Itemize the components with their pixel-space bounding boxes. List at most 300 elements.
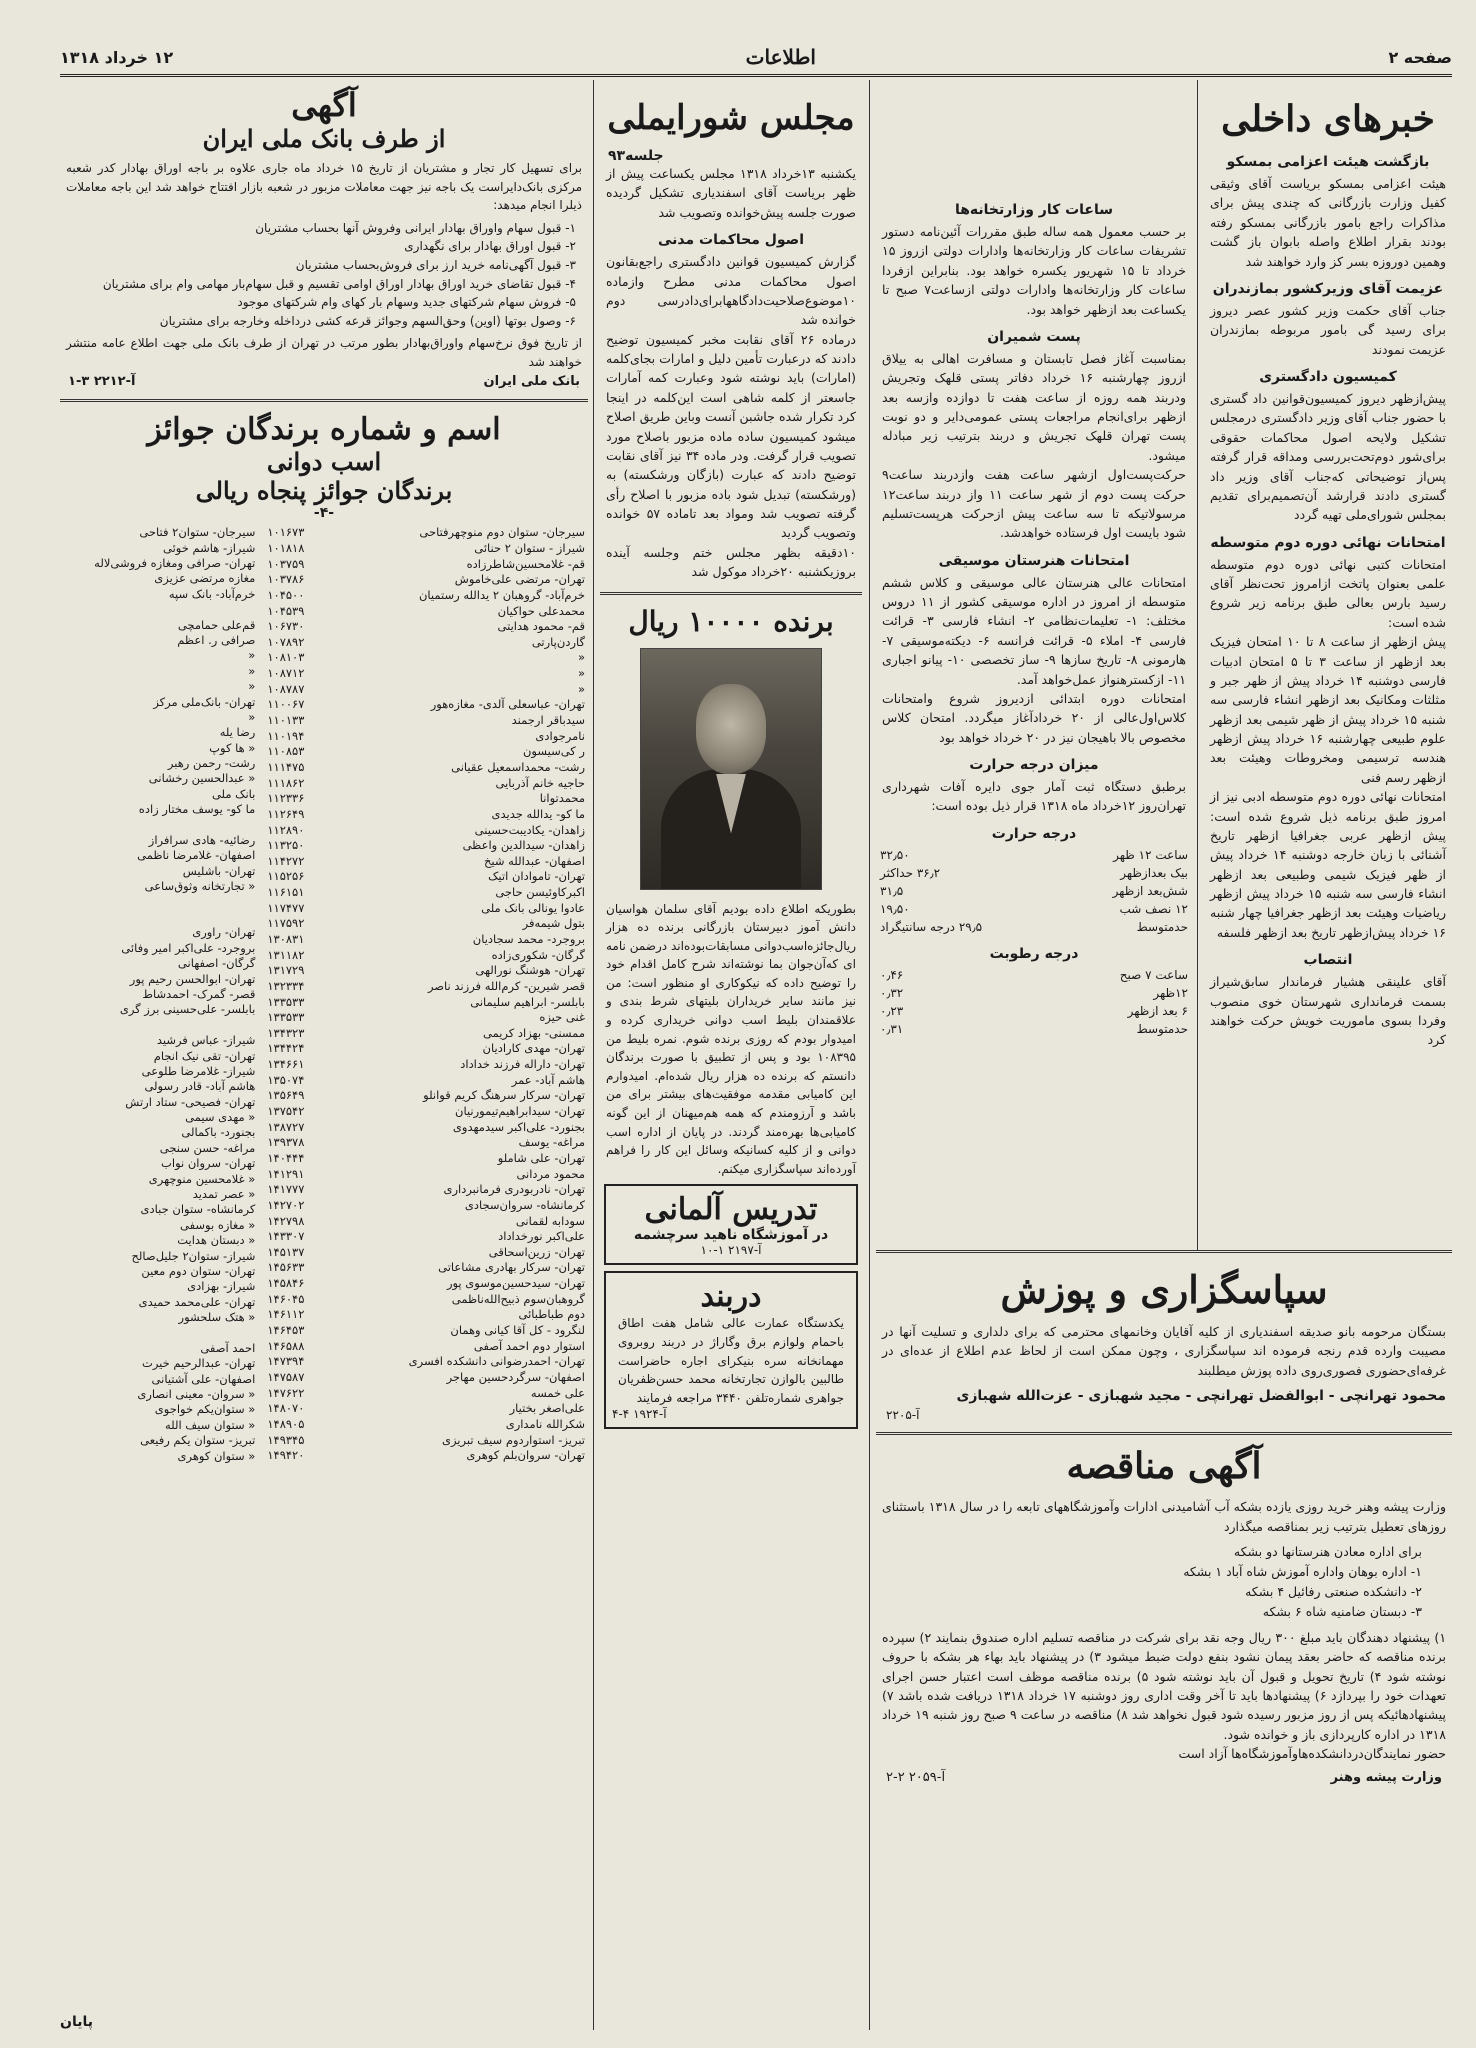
- table-row: [264, 916, 588, 932]
- winner-name: سودابه لقمانی: [515, 1213, 585, 1228]
- ticket-number: ۱۰۴۵۰۰: [267, 587, 305, 602]
- news-body: امتحانات کتبی نهائی دوره دوم متوسطه علمی بعنوان پاتخت ازامروز تحت‌نظر آقای‌ رسید بارس‌ بعالی طبق برنامه زیر شروع شده است:: [1210, 556, 1446, 630]
- tender-row: ۳- دبستان ضامنیه شاه ۶ بشکه: [1262, 1603, 1422, 1619]
- winner-name: زاهدان- یکادیبت‌حسینی: [474, 822, 585, 837]
- seller-name: هاشم آباد- قادر رسولی: [144, 1079, 256, 1094]
- ticket-number: ۱۳۴۶۶۱: [267, 1057, 305, 1072]
- table-row: [60, 1294, 258, 1309]
- winner-name: تهران- سروان‌بلم کوهری: [466, 1448, 585, 1463]
- winner-name: «: [577, 666, 585, 681]
- winner-name: «: [577, 681, 585, 696]
- seller-name: قصر- گمرک- احمدشاط: [142, 986, 256, 1001]
- table-row: [60, 617, 258, 632]
- winner-name: سیدباقر ارجمند: [511, 713, 585, 728]
- seller-name: ما کو- یوسف مختار زاده: [138, 802, 256, 817]
- row-value: ۳۶٫۲ حداکثر: [880, 865, 941, 880]
- news-headline: بازگشت هیئت اعزامی بمسکو: [1226, 154, 1430, 170]
- table-row: [264, 884, 588, 900]
- table-row: [60, 1340, 258, 1355]
- table-row: [60, 986, 258, 1001]
- seller-name: مراغه- حسن سنجی: [159, 1140, 256, 1155]
- news-body: هیئت اعزامی بمسکو بریاست آقای وثیقی کفیل وزارت بازرگانی که چندی پیش برای مذاکرات راجع بامور بازرگانی بمسکو رفته بودند بقرار اطلاع واصله بابوان باز گشت وهمین دوروزه بسر کز وارد خواهند شد: [1210, 176, 1446, 269]
- row-value: ۲۹٫۵ درجه سانتیگراد: [880, 919, 983, 934]
- ticket-number: ۱۳۴۳۲۳: [267, 1025, 305, 1040]
- row-label: ۱۲ نصف شب: [1119, 901, 1188, 916]
- ticket-number: ۱۱۲۸۹۰: [267, 822, 305, 837]
- darband-code: آ-۱۹۲۴ ۴-۴: [612, 1407, 667, 1422]
- winner-name: گروهبان‌سوم ذبیح‌الله‌ناظمی: [451, 1291, 585, 1306]
- table-row: [264, 1416, 588, 1432]
- table-row: [60, 1032, 258, 1047]
- seller-name: «: [248, 648, 256, 663]
- ticket-number: ۱۳۵۶۴۹: [267, 1088, 305, 1103]
- seller-name: تبریز- ستوان یکم رفیعی: [140, 1433, 256, 1448]
- table-row: [60, 863, 258, 878]
- news-body: برطبق دستگاه ثبت آمار جوی دایره آفات شهرداری تهران‌روز ۱۲خرداد ماه ۱۳۱۸ قرار ذیل بوده است:: [882, 779, 1186, 814]
- table-row: [264, 1275, 588, 1291]
- seller-name: «: [248, 709, 256, 724]
- seller-name: تهران- تقی نیک انجام: [153, 1048, 256, 1063]
- table-row: [876, 984, 1192, 1002]
- table-row: [264, 790, 588, 806]
- table-row: [264, 1056, 588, 1072]
- ticket-number: ۱۱۴۲۷۲: [267, 853, 305, 868]
- seller-name: اصفهان- غلامرضا ناظمی: [137, 848, 256, 863]
- table-row: [60, 1279, 258, 1294]
- winner-name: تهران- علی شاملو: [497, 1150, 585, 1165]
- table-row: [264, 869, 588, 885]
- seller-name: رضا یله: [219, 725, 256, 740]
- winner-name: تهران- زرین‌اسحاقی: [488, 1244, 585, 1259]
- winner-name: محمود مردانی: [516, 1166, 585, 1181]
- table-row: [264, 1088, 588, 1104]
- table-row: [264, 1072, 588, 1088]
- table-row: [264, 1213, 588, 1229]
- table-row: [60, 1356, 258, 1371]
- table-row: [876, 900, 1192, 918]
- winner-name: اصفهان- سرگردحسین مهاجر: [446, 1369, 585, 1384]
- row-label: ساعت ۷ صبح: [1119, 967, 1188, 982]
- masthead: [60, 40, 1452, 77]
- ticket-number: ۱۴۶۱۱۲: [267, 1307, 305, 1322]
- table-row: [876, 966, 1192, 984]
- table-row: [60, 879, 258, 894]
- table-row: [60, 1186, 258, 1201]
- german-sub: در آموزشگاه ناهید سرچشمه: [633, 1227, 829, 1244]
- table-row: [264, 1166, 588, 1182]
- table-row: [264, 556, 588, 572]
- german-title: تدریس آلمانی: [644, 1192, 818, 1228]
- table-row: [264, 697, 588, 713]
- table-row: [264, 1369, 588, 1385]
- seller-name: « مغازه بوسفی: [180, 1217, 256, 1232]
- seller-name: « عصر تمدید: [192, 1187, 256, 1202]
- bank-ad-code: آ-۲۲۱۲ ۳-۱: [68, 373, 136, 389]
- bank-ad-item: ۳- قبول آگهی‌نامه خرید ارز برای فروش‌بحساب مشتریان: [295, 257, 576, 272]
- seller-name: « سروان- معینی انصاری: [137, 1387, 256, 1402]
- winner-name: هاشم آباد- عمر: [511, 1072, 585, 1087]
- table-row: [264, 1385, 588, 1401]
- seller-name: شیراز- ستوان۲ جلیل‌صالح: [131, 1248, 256, 1263]
- winner-name: ر کی‌سیسون: [522, 744, 585, 759]
- table-row: [60, 571, 258, 586]
- seller-name: [60, 1325, 258, 1340]
- winner-name: قم- غلامحسین‌شاطرزاده: [466, 556, 585, 571]
- winner-name: لنگرود - کل آقا کیانی وهمان: [450, 1323, 585, 1338]
- row-label: ساعت ۱۲ ظهر: [1113, 847, 1188, 862]
- winner-name: تهران- مهدی کارادیان: [482, 1041, 585, 1056]
- winner-name: اکبرکاوئیسن حاجی: [495, 885, 585, 900]
- table-row: [876, 918, 1192, 936]
- winner-name: ما کو- یدالله جدیدی: [491, 806, 585, 821]
- table-row: [60, 848, 258, 863]
- seller-name: « ستوان سیف الله: [164, 1417, 256, 1432]
- news-body: امتحانات دوره ابتدائی ازدیروز شروع وامتحانات کلاس‌اول‌عالی از ۲۰ خرداد‌آغاز میگردد. امتحان کلاس مخصوص بالا باهیجان نیز در ۲۰ خرداد خواهد بود: [882, 690, 1186, 745]
- table-row: [60, 1125, 258, 1140]
- table-row: [60, 925, 258, 940]
- table-row: [60, 1002, 258, 1017]
- table-row: [264, 1181, 588, 1197]
- table-row: [60, 648, 258, 663]
- page-end: پایان: [60, 2014, 93, 2030]
- table-row: [264, 1119, 588, 1135]
- parliament-body-1: گزارش کمیسیون قوانین دادگستری راجع‌بقانون اصول محاکمات مدنی مطرح وازماده ۱۰موضوع‌صلاحیت‌دادگاهها‌برای‌دادرسی‌ دوم‌ خوانده‌ شد: [606, 254, 856, 328]
- ticket-number: ۱۱۷۵۹۲: [267, 916, 305, 931]
- bank-ad-item: ۴- قبول تقاضای خرید اوراق بهادار اوراق اوامی تقسیم و قبل سهام‌بار مهامی وام برای مشتریان: [102, 276, 576, 291]
- ticket-number: ۱۳۳۵۳۳: [267, 1010, 305, 1025]
- table-row: [60, 525, 258, 540]
- row-value: ۱۹٫۵۰: [880, 901, 910, 916]
- winner-name: تهران- داراله فرزند خداداد: [460, 1057, 585, 1072]
- seller-name: شیراز- غلامرضا طلوعی: [141, 1063, 256, 1078]
- table-row: [60, 802, 258, 817]
- ticket-number: ۱۴۷۵۸۷: [267, 1369, 305, 1384]
- table-row: [60, 555, 258, 570]
- ticket-number: ۱۳۱۷۲۹: [267, 963, 305, 978]
- seller-name: « عبدالحسین رخشانی: [148, 771, 256, 786]
- table-row: [60, 755, 258, 770]
- table-row: [60, 940, 258, 955]
- seller-name: تهران- راوری: [192, 925, 256, 940]
- winner-name: عادوا یونالی بانک ملی: [481, 900, 585, 915]
- tender-row: برای اداره معادن هنرستانها دو بشکه: [1233, 1543, 1422, 1559]
- table-row: [60, 1325, 258, 1340]
- seller-name: تهران- فصیحی- ستاد ارتش: [125, 1094, 256, 1109]
- winner-name: محمدتوانا: [539, 791, 585, 806]
- parliament-title: مجلس شورایملی: [607, 98, 855, 138]
- table-row: [60, 663, 258, 678]
- winner-name: مراغه- یوسف: [518, 1135, 585, 1150]
- row-label: ۱۲ظهر: [1153, 985, 1188, 1000]
- ticket-number: ۱۳۹۳۷۸: [267, 1135, 305, 1150]
- table-row: [264, 947, 588, 963]
- ticket-number: ۱۰۶۷۳۰: [267, 619, 305, 634]
- humidity-title: درجه رطوبت: [989, 945, 1079, 962]
- ticket-number: ۱۴۵۶۳۳: [267, 1260, 305, 1275]
- winner-name: علی‌اصغر بختیار: [509, 1401, 585, 1416]
- german-code: آ-۲۱۹۷ ۱-۱۰: [700, 1243, 762, 1258]
- table-row: [264, 1103, 588, 1119]
- seller-name: کرمانشاه- ستوان جبادی: [140, 1202, 256, 1217]
- winner-name: ممسنی- بهزاد کریمی: [482, 1025, 585, 1040]
- table-row: [264, 1197, 588, 1213]
- seller-name: « هتک سلحشور: [178, 1310, 256, 1325]
- table-row: [264, 1041, 588, 1057]
- seller-name: خرم‌آباد- بانک سپه: [168, 586, 256, 601]
- table-row: [264, 806, 588, 822]
- table-row: [60, 909, 258, 924]
- winner-name: تهران- سرکار بهادری مشاعاتی: [438, 1260, 585, 1275]
- row-label: ۶ بعد ازظهر: [1127, 1003, 1188, 1018]
- table-row: [60, 955, 258, 970]
- winner-name: تهران- سرکار سرهنگ کریم قوانلو: [423, 1088, 585, 1103]
- winner-name: تبریز- استواردوم سیف تبریزی: [441, 1432, 585, 1447]
- seller-name: « تجارتخانه وثوق‌ساعی: [144, 879, 256, 894]
- bank-ad-outro: از تاریخ فوق نرخ‌سهام واوراق‌بهادار بطور مرتب در تهران از طرف بانک ملی جهت اطلاع عامه منتشر خواهند شد: [66, 336, 582, 369]
- table-row: [264, 853, 588, 869]
- winner-name: تهران- احمدرضوانی دانشکده افسری: [408, 1354, 585, 1369]
- table-row: [60, 1309, 258, 1324]
- table-row: [876, 846, 1192, 864]
- news-body: جناب آقای حکمت وزیر کشور عصر دیروز برای رسید گی بامور مربوطه بمازندران عزیمت نمودند: [1210, 302, 1446, 357]
- parliament-session: جلسه۹۳: [608, 148, 664, 164]
- ticket-number: ۱۰۸۷۱۲: [267, 666, 305, 681]
- lottery-table-b: [60, 525, 258, 1464]
- table-row: [60, 1217, 258, 1232]
- table-row: [60, 632, 258, 647]
- news-body: پیش‌ازظهر دیروز کمیسیون‌قوانین داد گستری با حضور جناب آقای وزیر دادگستری درمجلس تشکیل ولایحه اصول محاکمات حقوقی برای‌شور دوم‌تحت‌بررسی ومداقه قرار گرفته پس‌از توضیحاتی که‌جناب آقای وزیر داد گستری دادند قرارشد آن‌تصمیم‌برای تقدیم بمجلس شورای‌ملی تهیه گردد: [1210, 391, 1446, 523]
- table-row: [264, 962, 588, 978]
- table-row: [264, 775, 588, 791]
- seller-name: [60, 894, 258, 909]
- table-row: [264, 1307, 588, 1323]
- news-headline: امتحانات هنرستان موسیقی: [938, 552, 1130, 569]
- winner-name: خرم‌آباد- گروهبان ۲ یدالله رستمیان: [418, 587, 585, 602]
- table-row: [60, 601, 258, 616]
- thanks-code: آ-۲۲۰۵: [886, 1408, 920, 1423]
- tender-sign: وزارت پیشه وهنر: [1330, 1769, 1442, 1785]
- table-row: [60, 1233, 258, 1248]
- bank-ad-item: ۱- قبول سهام واوراق بهادار ایرانی وفروش آنها بحساب مشتریان: [255, 220, 576, 235]
- temperature-title: درجه حرارت: [991, 825, 1077, 842]
- thanks-and-tender: [876, 1250, 1452, 2030]
- table-row: [60, 1079, 258, 1094]
- winner-name: گرگان- شکوری‌زاده: [491, 947, 585, 962]
- ticket-number: ۱۴۵۱۳۷: [267, 1244, 305, 1259]
- seller-name: « غلامحسین منوچهری: [148, 1171, 256, 1186]
- tender-closing: حضور نمایندگان‌دردانشکده‌ها‌و‌آموزشگاه‌ها آزاد است: [1178, 1746, 1446, 1762]
- table-row: [60, 971, 258, 986]
- winner-name: بابلسر- ابراهیم سلیمانی: [470, 994, 585, 1009]
- tender-code: آ-۲۰۵۹ ۲-۲: [886, 1769, 946, 1785]
- table-row: [264, 540, 588, 556]
- ticket-number: ۱۳۳۵۳۳: [267, 994, 305, 1009]
- ticket-number: ۱۴۹۴۲۰: [267, 1448, 305, 1463]
- seller-name: [60, 817, 258, 832]
- ticket-number: ۱۰۳۷۵۹: [267, 556, 305, 571]
- bank-ad-item: ۶- وصول بوتها (اوین) وحق‌السهم وجوائز قرعه کشی درداخله وخارجه برای مشتریان: [159, 313, 576, 328]
- ticket-number: ۱۴۱۲۹۱: [267, 1166, 305, 1181]
- winner-name: زاهدان- سیدالدین واعظی: [462, 838, 585, 853]
- table-row: [264, 1244, 588, 1260]
- row-label: حدمتوسط: [1136, 919, 1188, 934]
- ticket-number: ۱۳۲۳۳۴: [267, 978, 305, 993]
- table-row: [60, 832, 258, 847]
- news-body: امتحانات نهائی دوره دوم متوسطه ادبی نیز از امروز طبق برنامه ذیل شروع شده است: پیش ازظهر عربی جغرافیا ازظهر تاریخ آشنائی با زبان خارجه دوشنبه ۱۴ خرداد پیش از ظهر فیزیک شیمی وطبیعی بعد ازظهر انشاء فارسی سه شنبه ۱۵ خرداد پیش ازظهر ریاضیات وهیئت بعد ازظهر جغرافیا چهار شنبه ۱۶ خرداد پیش‌ازظهر تاریخ بعد ازظهر فلسفه: [1210, 789, 1446, 940]
- winner-name: محمدعلی حواکیان: [497, 603, 585, 618]
- table-row: [264, 1135, 588, 1151]
- table-row: [60, 1202, 258, 1217]
- newspaper-page: [60, 40, 1452, 2030]
- table-row: [60, 1048, 258, 1063]
- ticket-number: ۱۰۱۶۷۳: [267, 525, 305, 540]
- ticket-number: ۱۴۷۶۲۲: [267, 1385, 305, 1400]
- ticket-number: ۱۴۷۳۹۴: [267, 1354, 305, 1369]
- table-row: [264, 634, 588, 650]
- seller-name: تهران- ابوالحسن رحیم پور: [129, 971, 256, 986]
- table-row: [60, 709, 258, 724]
- row-label: حدمتوسط: [1136, 1021, 1188, 1036]
- tender-terms: ۱) پیشنهاد دهندگان باید مبلغ ۳۰۰ ریال وجه نقد برای شرکت در مناقصه تسلیم اداره صندوق بنمایند ۲) سپرده برنده مناقصه که حاضر بعقد پیمان نشود بنفع دولت ضبط میشود ۳) در پیشنهاد باید بهاء هر بشکه با حروف نوشته شود ۴) تاریخ تحویل و قبول آن باید نوشته شود ۵) برنده مناقصه موظف است اعتبار حسن اجرای تعهدات خود را بپردازد ۶) پیشنهادها باید تا آخر وقت اداری روز دوشنبه ۱۷ خرداد ۱۳۱۸ دریافت شده باشد ۷) پیشنهادهائیکه پس از روز مزبور رسیده شود قبول نخواهد شد ۸) مناقصه در ساعت ۹ صبح روز شنبه ۱۹ خرداد ۱۳۱۸ در اداره کارپردازی باز و خوانده شود.: [882, 1629, 1447, 1742]
- winner-name: تهران- سیدابراهیم‌تیمورنیان: [455, 1104, 585, 1119]
- news-headline: ساعات کار وزارتخانه‌ها: [954, 202, 1114, 218]
- lottery-subtitle-2: برندگان جوائز پنجاه ریالی: [195, 475, 453, 505]
- table-row: [264, 587, 588, 603]
- seller-name: بروجرد- علی‌اکبر امیر وفائی: [121, 940, 256, 955]
- ticket-number: ۱۱۳۲۵۰: [267, 838, 305, 853]
- table-row: [264, 712, 588, 728]
- seller-name: تهران- ستوان دوم معین: [141, 1263, 256, 1278]
- row-value: ۰٫۲۳: [880, 1003, 904, 1018]
- winner-name: علی خمسه: [530, 1385, 585, 1400]
- row-value: ۰٫۴۶: [880, 967, 904, 982]
- table-row: [60, 1371, 258, 1386]
- seller-name: بجنورد- باکمالی: [181, 1125, 256, 1140]
- table-row: [60, 1448, 258, 1463]
- row-value: ۰٫۳۲: [880, 985, 904, 1000]
- table-row: [60, 740, 258, 755]
- winner-photo: [640, 648, 822, 890]
- seller-name: تهران- صرافی ومغازه فروشی‌لاله: [94, 556, 256, 570]
- table-row: [264, 744, 588, 760]
- ticket-number: ۱۳۵۰۷۴: [267, 1072, 305, 1087]
- news-body: آقای علینقی هشیار فرماندار سابق‌شیراز بسمت فرمانداری شهرستان خوی منصوب وفردا بسوی ماموریت خویش حرکت خواهند کرد: [1210, 974, 1446, 1048]
- table-row: [264, 822, 588, 838]
- table-row: [60, 1248, 258, 1263]
- table-row: [60, 786, 258, 801]
- ticket-number: ۱۱۰۸۵۳: [267, 744, 305, 759]
- ticket-number: ۱۴۸۹۰۵: [267, 1416, 305, 1431]
- row-value: ۳۱٫۵: [880, 883, 904, 898]
- table-row: [60, 1094, 258, 1109]
- bank-ad-sign: بانک ملی ایران: [483, 373, 580, 389]
- news-headline: امتحانات نهائی دوره دوم متوسطه: [1210, 534, 1446, 551]
- ticket-number: ۱۰۸۱۰۳: [267, 650, 305, 665]
- table-row: [264, 1432, 588, 1448]
- german-ad: [604, 1184, 858, 1265]
- table-row: [264, 1009, 588, 1025]
- table-row: [264, 1260, 588, 1276]
- center-column: [600, 80, 862, 2030]
- row-value: ۳۲٫۵۰: [880, 847, 910, 862]
- seller-name: [60, 909, 258, 924]
- news-body: امتحانات عالی هنرستان عالی موسیقی و کلاس ششم متوسطه از امروز در اداره موسیقی کشور از ۱۱ دروس مختلف: ۱- تعلیمات‌نظامی ۲- انشاء فارسی ۳- قرائت فارسی ۴- املاء ۵- قرائت فرانسه ۶- دیکته‌موسیقی ۷- هارمونی ۸- تاریخ سازها ۹- ساز تخصصی ۱۰- پیانو اجباری ۱۱- ازکستر‌هنواز عمل‌خواهد آمد.: [882, 574, 1186, 687]
- table-row: [60, 1263, 258, 1278]
- winner-body: بطوریکه اطلاع داده بودیم آقای سلمان هواسیان دانش آموز دبیرستان بازرگانی برنده ده هزار ریال‌جائزه‌اسب‌دوانی مسابقات‌بوده‌اند درضمن نامه ای که‌آن‌جوان بما نوشته‌اند شرح کامل اقدام خود را توضیح داده که نیکوکاری او منظور است: من نیز مانند سایر خریداران بلیتهای‌ شرط بندی و علاقمندان بلیط اسب دوانی خریداری کرده و امیدوار بودم که روزی برنده شوم. نمره بلیط من ۱۰۸۳۹۵ بود و پس از تطبیق با صورت برندگان دانستم که برنده ده هزار ریال شده‌ام. امیدوارم این کامیابی مقدمه موفقیت‌های بیشتر برای من باشد و آرزومندم که همه هم‌میهنان از این گونه کامیابی‌ها بهره‌مند گردند. در پایان از اداره اسب دوانی و از کلیه کسانیکه وسائل این کار را فراهم آورده‌اند سپاسگزاری میکنم.: [606, 901, 856, 1176]
- bank-ad-item: ۵- فروش سهام شرکتهای جدید وسهام بار کهای وام شرکتهای موجود: [237, 295, 576, 310]
- winner-name: شیراز - ستوان‌ ۲ حنائی: [474, 540, 585, 555]
- table-row: [60, 1140, 258, 1155]
- table-row: [264, 571, 588, 587]
- table-row: [60, 1386, 258, 1401]
- table-row: [264, 1447, 588, 1463]
- ticket-number: ۱۰۳۷۸۶: [267, 572, 305, 587]
- table-row: [264, 1338, 588, 1354]
- thanks-names: محمود تهرانچی - ابوالفضل تهرانچی - مجید شهبازی - عزت‌الله شهبازی: [956, 1388, 1446, 1405]
- winner-name: حاجیه خانم آذربایی: [495, 775, 585, 790]
- winner-name: «: [577, 650, 585, 665]
- winner-name: بتول شیمه‌فر: [522, 916, 585, 931]
- table-row: [264, 994, 588, 1010]
- news-headline: پست شمیران: [987, 328, 1081, 345]
- winner-name: شکرالله نامداری: [505, 1416, 585, 1431]
- ticket-number: ۱۴۳۳۰۷: [267, 1229, 305, 1244]
- seller-name: بابلسر- علی‌حسینی برز گری: [119, 1002, 256, 1017]
- ticket-number: ۱۳۰۸۳۱: [267, 932, 305, 946]
- table-row: [60, 817, 258, 832]
- news-headline: میزان درجه حرارت: [969, 757, 1099, 773]
- news-body: بر حسب معمول همه ساله طبق مقررات آئین‌نامه دستور تشریفات ساعات کار وزارتخانه‌ها وادارات دولتی ازروز ۱۵ خرداد تا ۱۵ شهریور یکسره خواهد بود. بنابراین ازفردا ساعات کار وزارتخانه‌ها وادارات دولتی ازساعت۷ صبح تا یکساعت بعد ازظهر خواهد بود.: [882, 224, 1186, 317]
- tender-row: ۲- دانشکده صنعتی رفائیل ۴ بشکه: [1245, 1583, 1422, 1599]
- seller-name: اصفهان- علی آشتیانی: [151, 1371, 256, 1386]
- tender-title: آگهی مناقصه: [1066, 1445, 1262, 1488]
- ticket-number: ۱۰۱۸۱۸: [267, 540, 305, 555]
- domestic-news-list: [1204, 154, 1452, 1050]
- table-row: [264, 728, 588, 744]
- table-row: [264, 1353, 588, 1369]
- seller-name: «: [248, 679, 256, 694]
- seller-name: تهران- بانک‌ملی مرکز: [153, 694, 256, 709]
- tender-rows: [906, 1542, 1422, 1622]
- parliament-subhead: اصول محاکمات مدنی: [657, 232, 805, 249]
- winner-name: نامرجوادی: [535, 728, 585, 743]
- ticket-number: ۱۱۰۱۳۳: [267, 713, 305, 728]
- page-number: صفحه ۲: [1388, 47, 1452, 67]
- table-row: [264, 665, 588, 681]
- seller-name: قم‌علی حمامچی: [177, 617, 256, 632]
- seller-name: « مهدی سیمی: [185, 1110, 256, 1125]
- table-row: [264, 650, 588, 666]
- ticket-number: ۱۱۲۳۳۶: [267, 791, 305, 806]
- winner-name: علی‌اکبر نورخداداد: [498, 1229, 585, 1244]
- winner-name: تهران- عباسعلی آلدی- مغازه‌هور: [430, 697, 585, 712]
- seller-name: تهران- علی‌محمد حمیدی: [138, 1294, 256, 1309]
- lottery-part: -۴-: [313, 504, 335, 521]
- winner-name: دوم طباطبائی: [518, 1307, 585, 1322]
- ticket-number: ۱۴۸۰۷۰: [267, 1401, 305, 1416]
- ticket-number: ۱۳۸۷۲۷: [267, 1119, 305, 1134]
- row-value: ۰٫۳۱: [880, 1021, 904, 1036]
- ticket-number: ۱۴۰۴۴۴: [267, 1150, 305, 1165]
- table-row: [876, 864, 1192, 882]
- seller-name: شیراز- بهزادی: [187, 1279, 256, 1294]
- table-row: [264, 1291, 588, 1307]
- paper-name: اطلاعات: [745, 45, 816, 69]
- bank-ad-items: [72, 219, 576, 331]
- seller-name: گرگان- اصفهانی: [177, 956, 256, 971]
- thanks-body: بستگان مرحومه بانو صدیقه اسفندیاری از کلیه آقایان وخانمهای محترمی که برای دلداری و تسلیت آنها در مصیبت وارده قدم رنجه فرموده اند سپاسگزاری ، وچون ممکن است از لحاظ عدم اطلاع از عده‌ای در غرفه‌ای‌حضوری فصوری‌روی داده پوزش میطلبند: [882, 1324, 1446, 1378]
- seller-name: « ها کوپ: [209, 740, 256, 755]
